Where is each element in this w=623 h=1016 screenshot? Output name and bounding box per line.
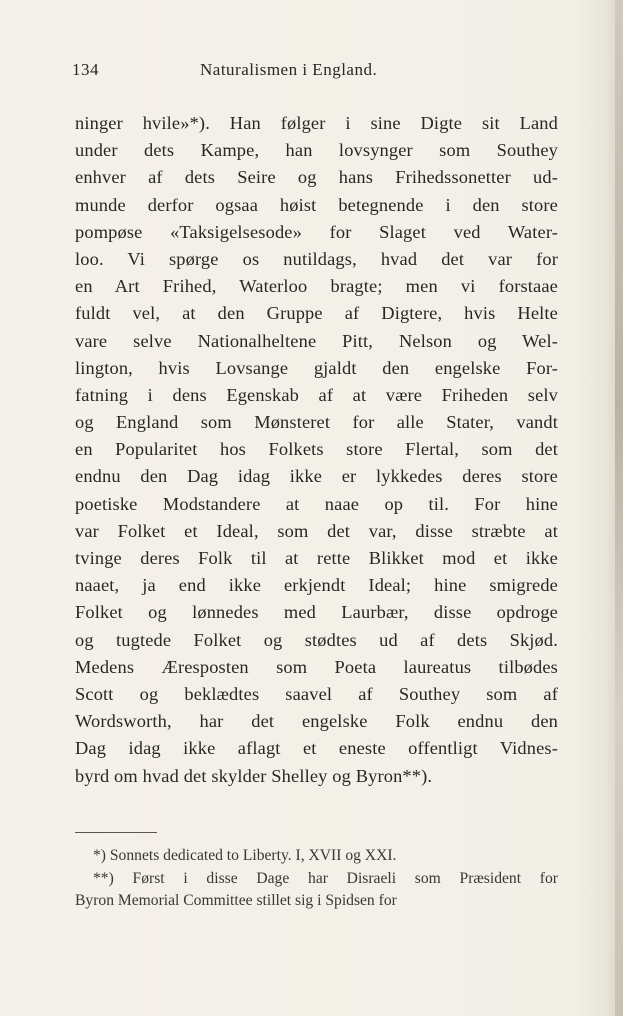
- text-line: lington, hvis Lovsange gjaldt den engelske For-: [75, 357, 558, 378]
- text-line: ninger hvile»*). Han følger i sine Digte sit Land: [75, 113, 558, 133]
- text-line: endnu den Dag idag ikke er lykkedes deres store: [75, 466, 558, 487]
- text-line: tvinge deres Folk til at rette Blikket mod et ikke: [75, 548, 558, 568]
- footnotes: [75, 845, 558, 913]
- text-line: enhver af dets Seire og hans Frihedssonetter ud-: [75, 167, 558, 188]
- text-line: under dets Kampe, han lovsynger som Southey: [75, 140, 558, 161]
- text-line: Medens Æresposten som Poeta laureatus tilbødes: [75, 656, 558, 677]
- text-line: Dag idag ikke aflagt et eneste offentligt Vidnes-: [75, 738, 558, 759]
- text-line: pompøse «Taksigelsesode» for Slaget ved Water-: [75, 221, 558, 242]
- text-line: fatning i dens Egenskab af at være Friheden selv: [75, 384, 558, 405]
- footnote-divider: [75, 832, 157, 833]
- text-line: var Folket et Ideal, som det var, disse stræbte at: [75, 520, 558, 541]
- text-line: en Popularitet hos Folkets store Flertal, som det: [75, 439, 558, 460]
- text-line: munde derfor ogsaa høist betegnende i den store: [75, 194, 558, 215]
- text-line: naaet, ja end ikke erkjendt Ideal; hine smigrede: [75, 575, 558, 596]
- text-line: og England som Mønsteret for alle Stater, vandt: [75, 412, 558, 433]
- page-number: 134: [72, 60, 99, 79]
- text-line: fuldt vel, at den Gruppe af Digtere, hvis Helte: [75, 303, 558, 324]
- text-line: poetiske Modstandere at naae op til. For hine: [75, 493, 558, 514]
- text-line: vare selve Nationalheltene Pitt, Nelson og Wel-: [75, 330, 558, 351]
- text-line: og tugtede Folket og stødtes ud af dets Skjød.: [75, 629, 558, 650]
- text-line: Scott og beklædtes saavel af Southey som af: [75, 683, 558, 704]
- page-header: [72, 60, 558, 86]
- text-line: en Art Frihed, Waterloo bragte; men vi forstaae: [75, 276, 558, 297]
- body-text: [75, 110, 558, 790]
- text-line-last: byrd om hvad det skylder Shelley og Byron**).: [75, 765, 433, 786]
- footnote-2: **) Først i disse Dage har Disraeli som Præsident for: [93, 869, 558, 887]
- text-line: loo. Vi spørge os nutildags, hvad det var for: [75, 248, 558, 269]
- footnote-1: *) Sonnets dedicated to Liberty. I, XVII og XXI.: [93, 847, 397, 864]
- text-line: Wordsworth, har det engelske Folk endnu den: [75, 711, 558, 732]
- footnote-2-continued: Byron Memorial Committee stillet sig i Spidsen for: [75, 892, 397, 909]
- page-edge: [615, 0, 623, 1016]
- running-title: Naturalismen i England.: [200, 60, 378, 79]
- text-line: Folket og lønnedes med Laurbær, disse opdroge: [75, 602, 558, 623]
